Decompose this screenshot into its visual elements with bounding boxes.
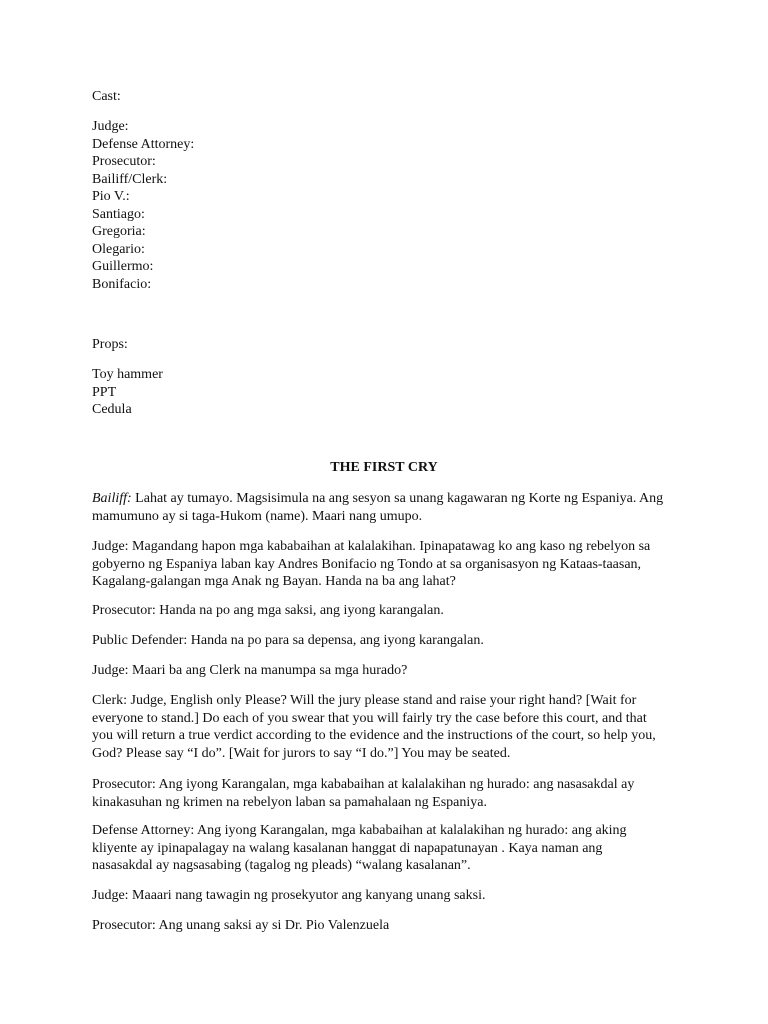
dialogue-line: Public Defender: Handa na po para sa depensa, ang iyong karangalan. — [92, 633, 484, 648]
dialogue-line: Clerk: Judge, English only Please? Will the jury please stand and raise your right hand? [Wait for — [92, 693, 637, 708]
dialogue-line: God? Please say “I do”. [Wait for jurors to say “I do.”] You may be seated. — [92, 745, 511, 761]
props-heading — [92, 336, 692, 354]
prop-item: Cedula — [92, 402, 132, 417]
dialogue-line: Prosecutor: Ang unang saksi ay si Dr. Pio Valenzuela — [92, 918, 390, 933]
dialogue-bailiff — [92, 490, 712, 525]
props-list — [92, 366, 692, 419]
cast-list — [92, 118, 692, 293]
prop-item: Toy hammer — [92, 367, 163, 382]
dialogue-line: Kagalang-galangan mga Anak ng Bayan. Handa na ba ang lahat? — [92, 574, 456, 590]
props-heading-text: Props: — [92, 337, 128, 352]
dialogue-prosecutor-1 — [92, 602, 712, 620]
cast-role: Bonifacio: — [92, 276, 152, 292]
dialogue-judge-3 — [92, 887, 712, 905]
cast-role: Gregoria: — [92, 224, 146, 239]
dialogue-judge-1 — [92, 538, 712, 591]
cast-role: Pio V.: — [92, 189, 130, 204]
dialogue-line: Prosecutor: Handa na po ang mga saksi, ang iyong karangalan. — [92, 603, 444, 618]
dialogue-line: Judge: Maari ba ang Clerk na manumpa sa mga hurado? — [92, 663, 408, 678]
dialogue-prosecutor-3 — [92, 917, 712, 935]
dialogue-clerk — [92, 692, 712, 762]
dialogue-public-defender — [92, 632, 712, 650]
cast-heading-text: Cast: — [92, 89, 121, 104]
cast-role: Guillermo: — [92, 259, 154, 274]
dialogue-line: everyone to stand.] Do each of you swear that you will fairly try the case before this court, and that — [92, 710, 647, 726]
dialogue-line: nasasakdal ay nagsasabing (tagalog ng pleads) “walang kasalanan”. — [92, 858, 471, 874]
dialogue-line: Judge: Maaari nang tawagin ng prosekyutor ang kanyang unang saksi. — [92, 888, 486, 903]
cast-role: Bailiff/Clerk: — [92, 171, 168, 187]
dialogue-line: kliyente ay ipinapalagay na walang kasalanan hanggat di napapatunayan . Kaya naman ang — [92, 840, 603, 856]
dialogue-judge-2 — [92, 662, 712, 680]
cast-role: Defense Attorney: — [92, 136, 195, 152]
dialogue-line: mamumuno ay si taga-Hukom (name). Maari nang umupo. — [92, 508, 423, 524]
script-title: THE FIRST CRY — [330, 460, 438, 475]
dialogue-line: gobyerno ng Espaniya laban kay Andres Bonifacio ng Tondo at sa organisasyon ng Kataas-taasan, — [92, 556, 642, 572]
dialogue-line: Defense Attorney: Ang iyong Karangalan, mga kababaihan at kalalakihan ng hurado: ang aking — [92, 823, 627, 838]
dialogue-line: Prosecutor: Ang iyong Karangalan, mga kababaihan at kalalakihan ng hurado: ang nasasakdal ay — [92, 777, 635, 792]
cast-heading — [92, 88, 692, 106]
cast-role: Santiago: — [92, 206, 145, 222]
cast-role: Judge: — [92, 119, 129, 134]
cast-role: Prosecutor: — [92, 154, 156, 169]
dialogue-prosecutor-2 — [92, 776, 712, 811]
prop-item: PPT — [92, 384, 117, 400]
dialogue-defense-attorney — [92, 822, 712, 875]
dialogue-line: Lahat ay tumayo. Magsisimula na ang sesyon sa unang kagawaran ng Korte ng Espaniya. Ang — [131, 491, 664, 506]
dialogue-line: kinakasuhan ng krimen na rebelyon laban sa pamahalaan ng Espaniya. — [92, 794, 487, 810]
dialogue-line: Judge: Magandang hapon mga kababaihan at kalalakihan. Ipinapatawag ko ang kaso ng rebelyon sa — [92, 539, 651, 554]
speaker-label: Bailiff: — [92, 491, 132, 506]
cast-role: Olegario: — [92, 241, 145, 257]
dialogue-line: you will return a true verdict according to the evidence and the instructions of the court, so help you, — [92, 728, 656, 744]
